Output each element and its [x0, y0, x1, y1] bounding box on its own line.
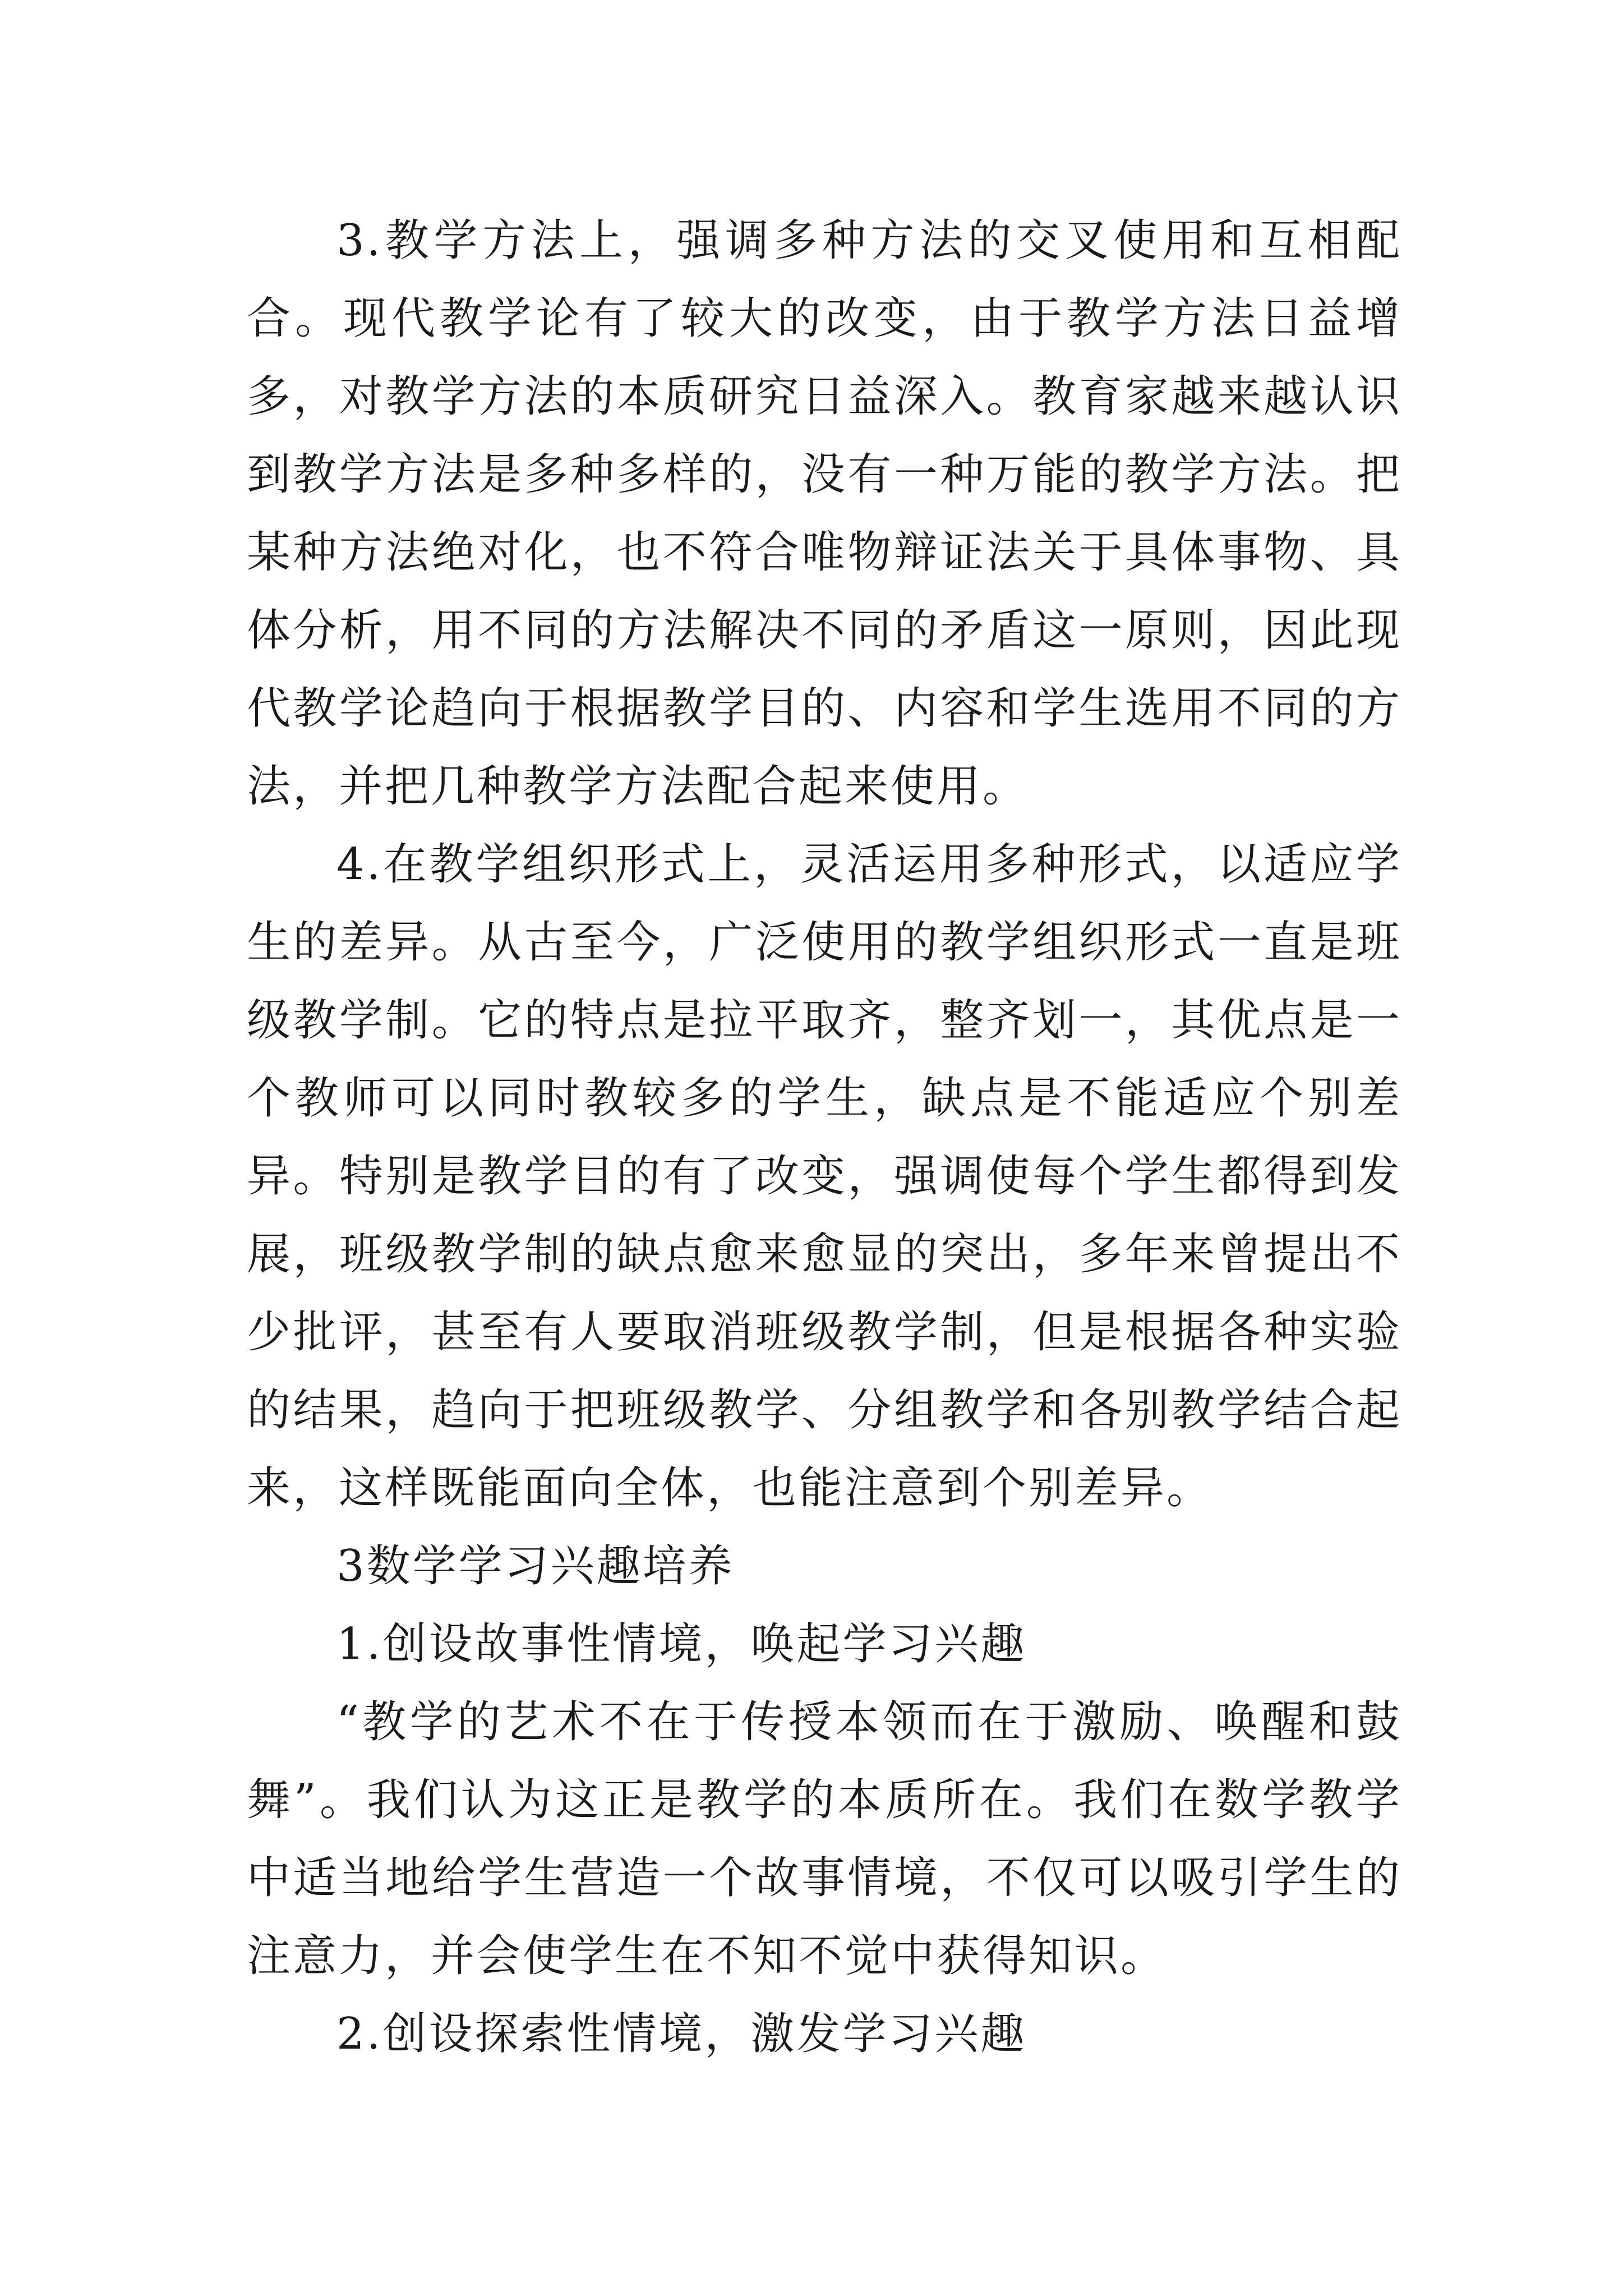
paragraph-teaching-methods: 3.教学方法上，强调多种方法的交叉使用和互相配合。现代教学论有了较大的改变，由于教学方法日益增多，对教学方法的本质研究日益深入。教育家越来越认识到教学方法是多种多样的，没有一种万能的教学方法。把某种方法绝对化，也不符合唯物辩证法关于具体事物、具体分析，用不同的方法解决不同的矛盾这一原则，因此现代教学论趋向于根据教学目的、内容和学生选用不同的方法，并把几种教学方法配合起来使用。 — [247, 215, 1402, 812]
subheading-story-situation: 1.创设故事性情境，唤起学习兴趣 — [336, 1619, 1027, 1669]
section-heading-interest: 3数学学习兴趣培养 — [336, 1541, 735, 1591]
paragraph-story-situation: “教学的艺术不在于传授本领而在于激励、唤醒和鼓舞”。我们认为这正是教学的本质所在。我们在数学教学中适当地给学生营造一个故事情境，不仅可以吸引学生的注意力，并会使学生在不知不觉中获得知识。 — [247, 1697, 1402, 1981]
paragraph-organization-forms: 4.在教学组织形式上，灵活运用多种形式，以适应学生的差异。从古至今，广泛使用的教学组织形式一直是班级教学制。它的特点是拉平取齐，整齐划一，其优点是一个教师可以同时教较多的学生，缺点是不能适应个别差异。特别是教学目的有了改变，强调使每个学生都得到发展，班级教学制的缺点愈来愈显的突出，多年来曾提出不少批评，甚至有人要取消班级教学制，但是根据各种实验的结果，趋向于把班级教学、分组教学和各别教学结合起来，这样既能面向全体，也能注意到个别差异。 — [247, 839, 1402, 1513]
document-body — [247, 202, 1402, 2073]
subheading-exploratory-situation: 2.创设探索性情境，激发学习兴趣 — [336, 2009, 1027, 2059]
